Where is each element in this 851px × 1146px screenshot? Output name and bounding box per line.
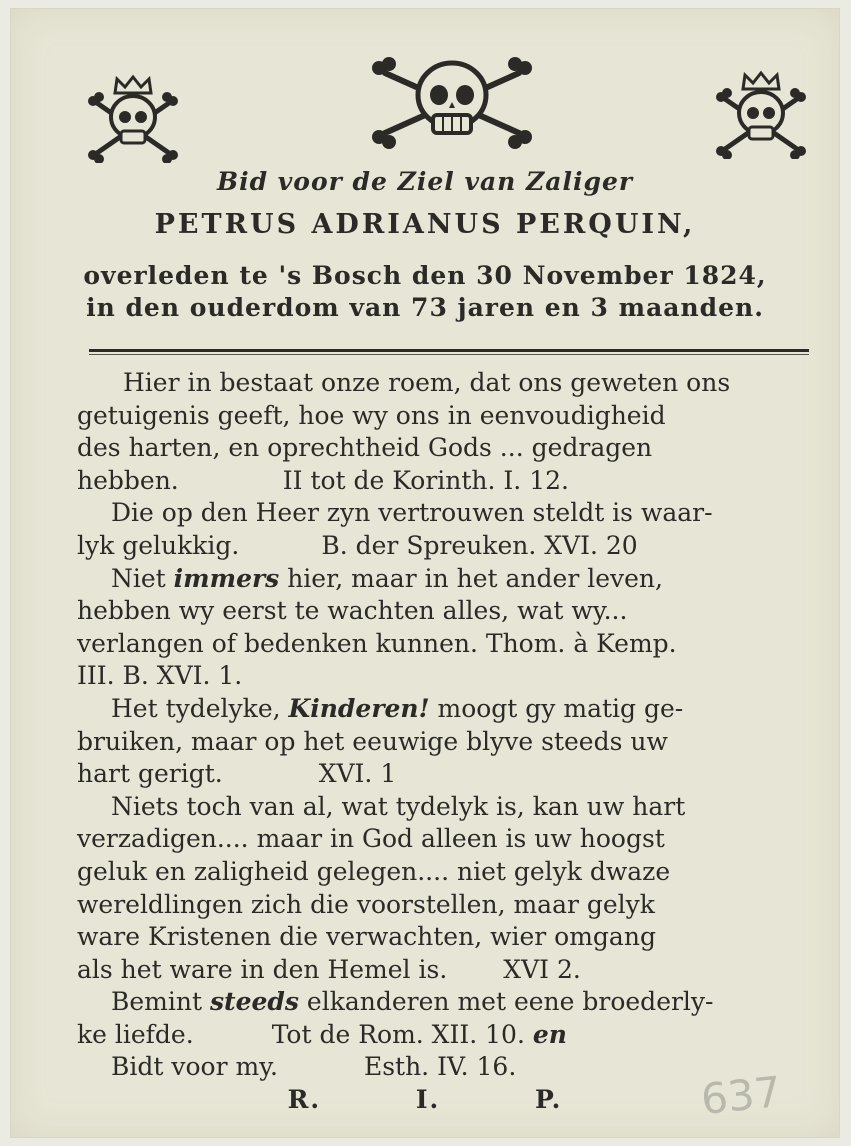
death-line: overleden te 's Bosch den 30 November 1824,	[83, 261, 767, 290]
verse-text: als het ware in den Hemel is.	[77, 954, 448, 984]
verse-line: verzadigen.... maar in God alleen is uw hoogst	[77, 824, 665, 854]
verse-reference: XVI. 1	[318, 759, 397, 789]
verse-reference: Tot de Rom. XII. 10.	[271, 1019, 525, 1049]
verse-line	[77, 465, 813, 498]
verse-line: des harten, en oprechtheid Gods ... gedragen	[77, 433, 653, 463]
verse-emphasis: en	[532, 1019, 567, 1049]
crowned-skull-crossbones-icon	[713, 67, 809, 159]
verse-text: hier, maar in het ander leven,	[287, 563, 663, 593]
verse-line	[77, 758, 813, 791]
verse-line	[77, 986, 813, 1019]
verse-emphasis: steeds	[209, 987, 299, 1017]
rip-letter: R.	[287, 1085, 322, 1114]
verse-line	[77, 693, 813, 726]
verse-emphasis: Kinderen!	[288, 693, 430, 723]
verse-reference: XVI 2.	[503, 954, 581, 984]
verse-line: Hier in bestaat onze roem, dat ons geweten ons	[123, 368, 731, 397]
skull-crossbones-icon	[363, 53, 541, 149]
verse-reference: B. der Spreuken. XVI. 20	[321, 530, 638, 560]
verse-line	[77, 954, 813, 987]
rip-letter: P.	[534, 1085, 563, 1114]
verse-emphasis: immers	[173, 563, 280, 593]
verse-text: ke liefde.	[77, 1019, 194, 1049]
verse-text: Niet	[111, 563, 166, 593]
age-line: in den ouderdom van 73 jaren en 3 maanden.	[86, 293, 764, 322]
verse-line: Niets toch van al, wat tydelyk is, kan uw hart	[111, 791, 686, 821]
verse-line	[77, 530, 813, 563]
catalog-number: 637	[698, 1066, 784, 1125]
verse-line: Die op den Heer zyn vertrouwen steldt is waar-	[111, 498, 713, 528]
verse-line: III. B. XVI. 1.	[77, 661, 243, 691]
verse-line: hebben wy eerst te wachten alles, wat wy...	[77, 596, 628, 626]
verse-text: lyk gelukkig.	[77, 530, 240, 560]
verse-text: moogt gy matig ge-	[437, 693, 684, 723]
deceased-name: PETRUS ADRIANUS PERQUIN,	[154, 209, 696, 240]
verse-text: elkanderen met eene broederly-	[306, 987, 714, 1017]
verse-line: verlangen of bedenken kunnen. Thom. à Kemp.	[77, 628, 677, 658]
verse-text: Bemint	[111, 987, 203, 1017]
rip-letter: I.	[415, 1085, 441, 1114]
verses-text	[77, 367, 813, 1084]
verse-line	[77, 563, 813, 596]
verse-line: wereldlingen zich die voorstellen, maar gelyk	[77, 889, 655, 919]
memorial-card	[10, 8, 840, 1138]
verse-line: ware Kristenen die verwachten, wier omgang	[77, 922, 656, 952]
verse-reference: Esth. IV. 16.	[363, 1052, 517, 1082]
verse-text: Het tydelyke,	[111, 693, 281, 723]
verse-text: Bidt voor my.	[111, 1052, 278, 1082]
verse-text: hebben.	[77, 465, 179, 495]
crowned-skull-crossbones-icon	[85, 71, 181, 163]
prayer-heading: Bid voor de Ziel van Zaliger	[216, 167, 634, 196]
verse-text: hart gerigt.	[77, 759, 223, 789]
verse-reference: II tot de Korinth. I. 12.	[282, 465, 569, 495]
verse-line: bruiken, maar op het eeuwige blyve steeds uw	[77, 726, 668, 756]
verse-line: getuigenis geeft, hoe wy ons in eenvoudigheid	[77, 400, 666, 430]
verse-line	[77, 1019, 813, 1052]
divider-rule	[89, 349, 809, 352]
verse-line: geluk en zaligheid gelegen.... niet gelyk dwaze	[77, 856, 671, 886]
